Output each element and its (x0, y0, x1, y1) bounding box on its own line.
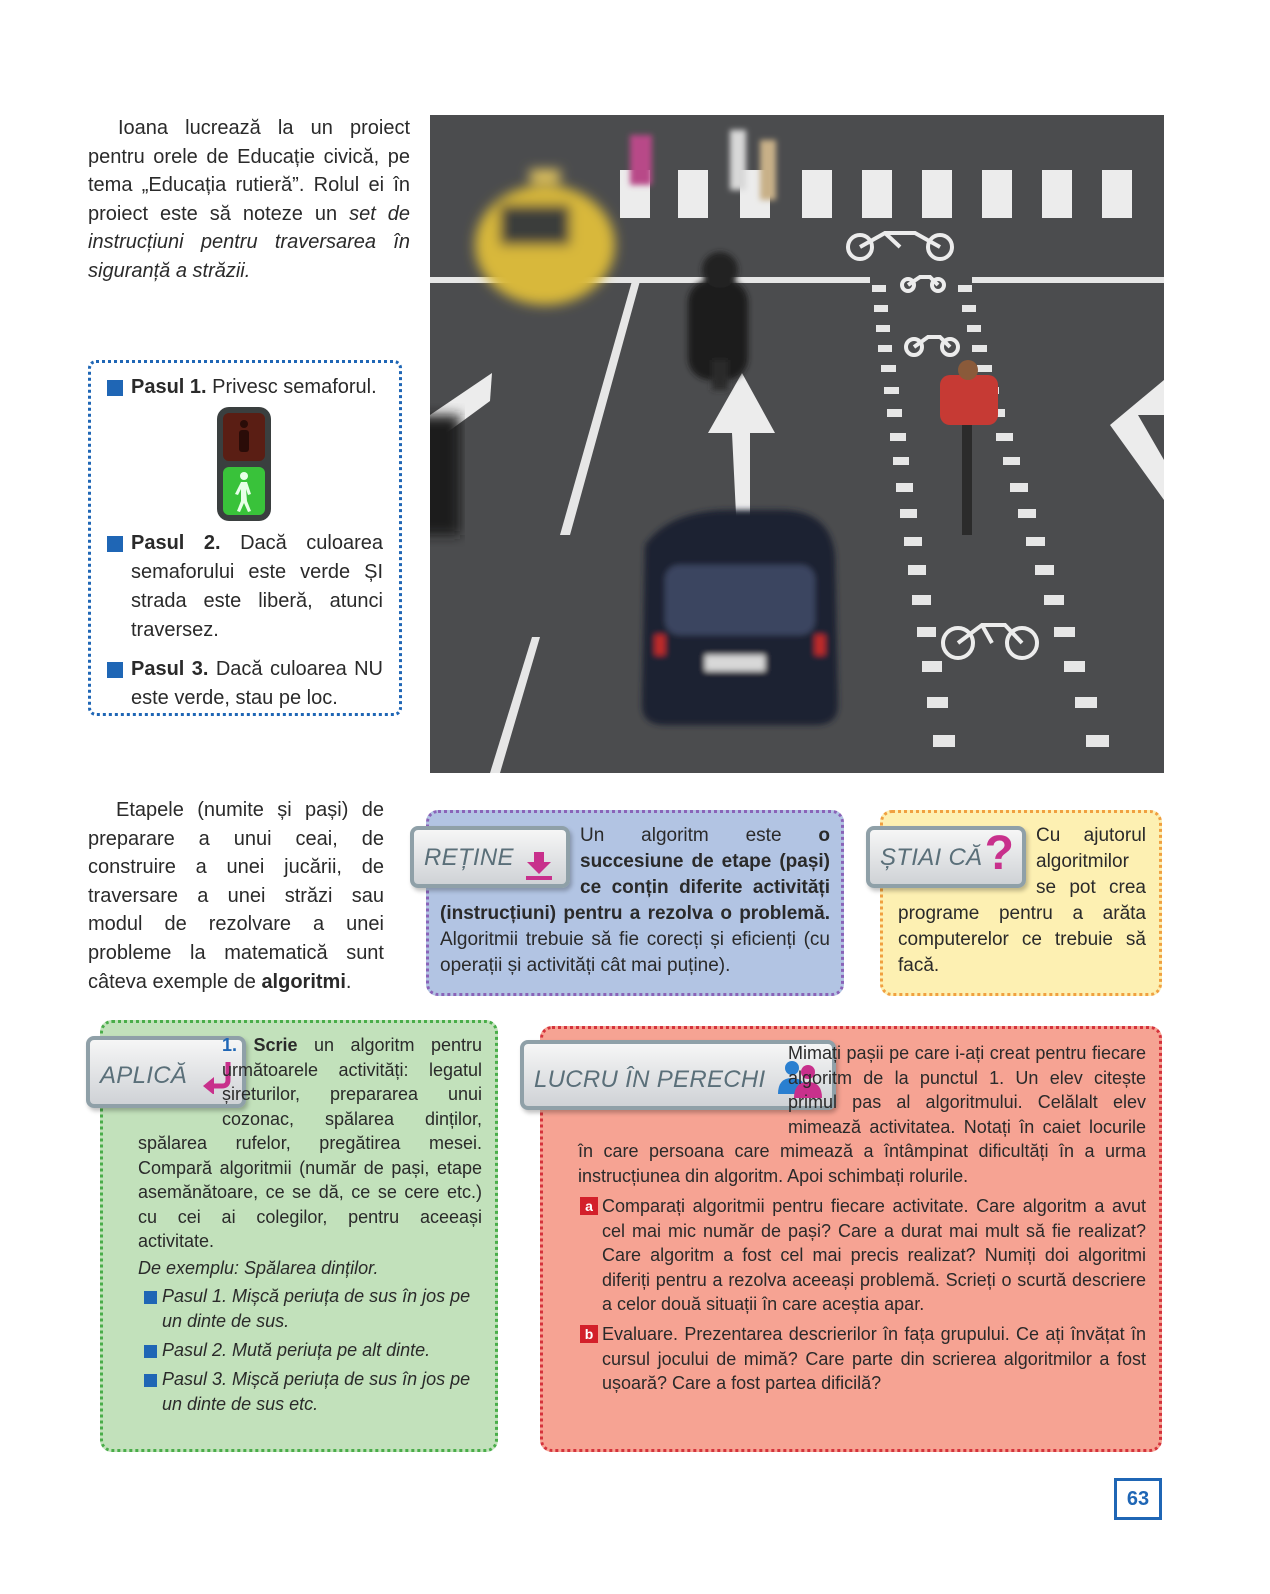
aplica-number: 1. (222, 1035, 238, 1055)
bullet-square-icon (144, 1374, 157, 1387)
step-3 (107, 655, 383, 713)
retine-tag-label: REȚINE (424, 844, 514, 871)
intro-text: Ioana lucrează la un proiect pentru orele de Educație civică, pe tema „Educația rutieră”. Rolul ei în proiect este să noteze un (88, 117, 410, 225)
lucru-content (578, 1041, 1146, 1188)
intro-italic: set de instrucțiuni pentru traversarea în siguranță a străzii. (88, 202, 410, 282)
lucru-item-b (580, 1322, 1146, 1396)
aplica-example: De exemplu: Spălarea dinților. (138, 1258, 379, 1278)
lucru-tag-label: LUCRU ÎN PERECHI (534, 1066, 766, 1093)
aplica-step-text: Pasul 2. Mută periuța pe alt dinte. (162, 1340, 431, 1360)
etape-paragraph (88, 796, 384, 996)
bullet-square-icon (107, 662, 123, 678)
lucru-b-text: Evaluare. Prezentarea descrierilor în fața grupului. Ce ați învățat în cursul jocului de mimă? Care parte din scrierea algoritmilor a fost ușoară? Care a fost partea dificilă? (602, 1324, 1146, 1393)
letter-b-badge: b (580, 1325, 598, 1343)
bullet-square-icon (144, 1345, 157, 1358)
lucru-a-text: Comparați algoritmii pentru fiecare activitate. Care algoritm a avut cel mai mic număr de pași? Care a durat mai mult să fie realizat? Care algoritm a fost cel mai precis realizat? Numiți doi algoritmi diferiți pentru a rezolva aceeași problemă. Scrieți o scurtă descriere a celor două situații în care aceștia apar. (602, 1196, 1146, 1314)
step-label: Pasul 3. (131, 658, 209, 680)
etape-bold: algoritmi (261, 970, 346, 993)
stiai-ca-tag-label: ȘTIAI CĂ (880, 844, 983, 871)
step-text: Privesc semaforul. (206, 376, 377, 398)
aplica-step-text: Pasul 3. Mișcă periuța de sus în jos pe un dinte de sus etc. (162, 1369, 471, 1414)
traffic-light-pedestrian-icon (213, 407, 275, 521)
street-crossing-photo (430, 115, 1164, 773)
stiai-ca-content (898, 823, 1146, 993)
lucru-intro: Mimați pașii pe care i-ați creat pentru fiecare algoritm de la punctul 1. Un elev citește primul pas al algoritmului. Celălalt elev mimează activitatea. Notați în caiet locurile în care persoana care mimează a întâmpinat dificultăți în a urma instrucțiunea din algoritm. Apoi schimbați rolurile. (578, 1043, 1146, 1186)
step-text: Dacă culoarea semaforului este verde ȘI strada este liberă, atunci traversez. (131, 532, 383, 641)
letter-a-badge: a (580, 1197, 598, 1215)
aplica-content (138, 1033, 482, 1254)
aplica-step-3 (144, 1367, 484, 1416)
aplica-bold: Scrie (237, 1035, 298, 1055)
step-2 (107, 529, 383, 645)
aplica-step-1 (144, 1284, 484, 1333)
intro-paragraph (88, 114, 410, 285)
step-label: Pasul 2. (131, 532, 221, 554)
retine-text-2-flow: Algoritmii trebuie să fie corecți și eficienți (cu operații și activități cât mai puține). (440, 929, 830, 976)
step-1 (107, 373, 383, 402)
question-mark-icon: ? (984, 827, 1014, 880)
bullet-square-icon (107, 536, 123, 552)
lucru-item-a (580, 1194, 1146, 1317)
aplica-tag-label: APLICĂ (100, 1062, 188, 1089)
aplica-text: un algoritm pentru următoarele activități: legatul șireturilor, prepararea unui cozonac, spălarea dinților, spălarea rufelor, pregătirea mesei. Compară algoritmii (număr de pași, etape asemănătoare, ce se dă, ce se cere etc.) cu cei ai colegilor, pentru aceeași activitate. (138, 1035, 482, 1251)
stiai-ca-text: Cu ajutorul algoritmilor se pot crea programe pentru a arăta computerelor ce trebuie să facă. (898, 825, 1146, 976)
aplica-step-text: Pasul 1. Mișcă periuța de sus în jos pe un dinte de sus. (162, 1286, 471, 1331)
bullet-square-icon (107, 380, 123, 396)
steps-box (88, 360, 402, 716)
etape-text: Etapele (numite și pași) de preparare a unui ceai, de construire a unei jucării, de traversare a unei străzi sau modul de rezolvare a unei probleme la matematică sunt câteva exemple de (88, 799, 384, 993)
step-text: Dacă culoarea NU este verde, stau pe loc. (131, 658, 383, 709)
etape-end: . (345, 970, 352, 993)
step-label: Pasul 1. (131, 376, 207, 398)
bullet-square-icon (144, 1291, 157, 1304)
retine-text-flow: Un algoritm este (580, 825, 819, 846)
retine-content (440, 823, 830, 993)
page-number: 63 (1114, 1478, 1162, 1520)
retine-bold-flow: o succesiune de etape (pași) ce conțin diferite activități (instrucțiuni) pentru a rezolva o problemă. (440, 825, 830, 924)
aplica-step-2 (144, 1338, 484, 1363)
